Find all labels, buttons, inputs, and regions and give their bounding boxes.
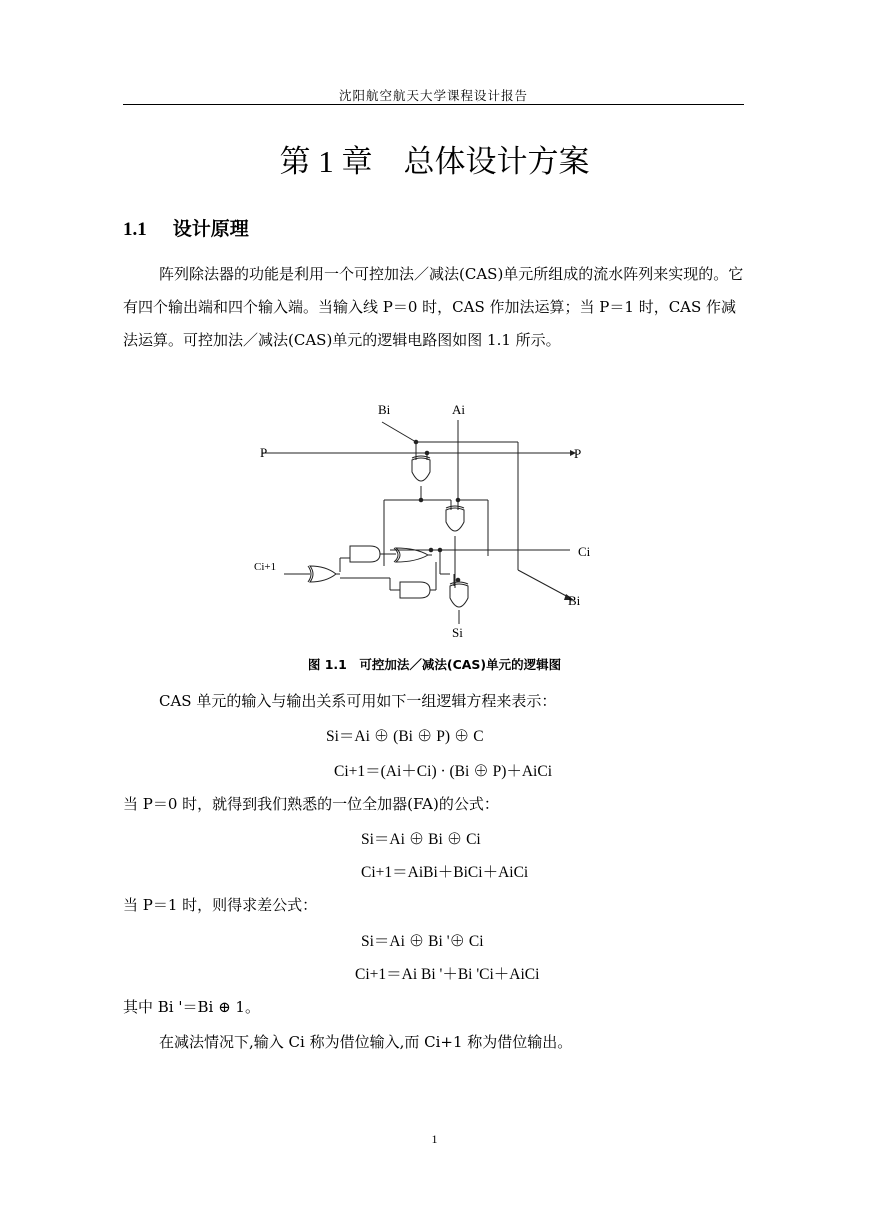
label-bi-top: Bi — [378, 402, 391, 417]
label-p-right: P — [574, 446, 582, 461]
page-number: 1 — [431, 1132, 438, 1146]
figure-caption: 图 1.1 可控加法／减法(CAS)单元的逻辑图 — [307, 657, 562, 672]
label-ci1: Ci+1 — [254, 561, 277, 573]
page-header: 沈阳航空航天大学课程设计报告 — [338, 88, 528, 103]
p0-intro: 当 P＝0 时，就得到我们熟悉的一位全加器(FA)的公式： — [123, 795, 499, 813]
equation-intro: CAS 单元的输入与输出关系可用如下一组逻辑方程来表示： — [159, 692, 557, 710]
equation-2: Ci+1＝(Ai＋Ci) · (Bi ⊕ P)＋AiCi — [334, 763, 552, 780]
equation-5: Si＝Ai ⊕ Bi '⊕ Ci — [361, 933, 484, 950]
label-bi-out: Bi — [568, 593, 581, 608]
cas-logic-diagram — [240, 398, 612, 644]
intro-paragraph: 阵列除法器的功能是利用一个可控加法／减法(CAS)单元所组成的流水阵列来实现的。它有四个输出端和四个输入端。当输入线 P＝0 时，CAS 作加法运算；当 P＝1 时，CAS 作减法运算。可控加法／减法(CAS)单元的逻辑电路图如图 1.1 所示。 — [123, 265, 744, 349]
equation-6: Ci+1＝Ai Bi '＋Bi 'Ci＋AiCi — [355, 966, 540, 983]
label-si: Si — [452, 625, 463, 640]
label-ai-top: Ai — [452, 402, 465, 417]
equation-1: Si＝Ai ⊕ (Bi ⊕ P) ⊕ C — [326, 728, 484, 745]
section-number: 1.1 — [123, 219, 147, 240]
label-p-left: P — [260, 445, 268, 460]
label-ci: Ci — [578, 544, 591, 559]
note-line: 其中 Bi '＝Bi ⊕ 1。 — [123, 998, 260, 1016]
chapter-number: 第 1 章 — [279, 144, 373, 179]
chapter-title-text: 总体设计方案 — [403, 144, 590, 180]
section-title-text: 设计原理 — [172, 218, 249, 240]
equation-4: Ci+1＝AiBi＋BiCi＋AiCi — [361, 864, 529, 881]
header-rule — [123, 104, 744, 105]
section-title — [123, 214, 249, 241]
equation-3: Si＝Ai ⊕ Bi ⊕ Ci — [361, 831, 481, 848]
chapter-title — [0, 136, 869, 181]
p1-intro: 当 P＝1 时，则得求差公式： — [123, 896, 318, 914]
borrow-line: 在减法情况下,输入 Ci 称为借位输入,而 Ci+1 称为借位输出。 — [159, 1033, 573, 1051]
